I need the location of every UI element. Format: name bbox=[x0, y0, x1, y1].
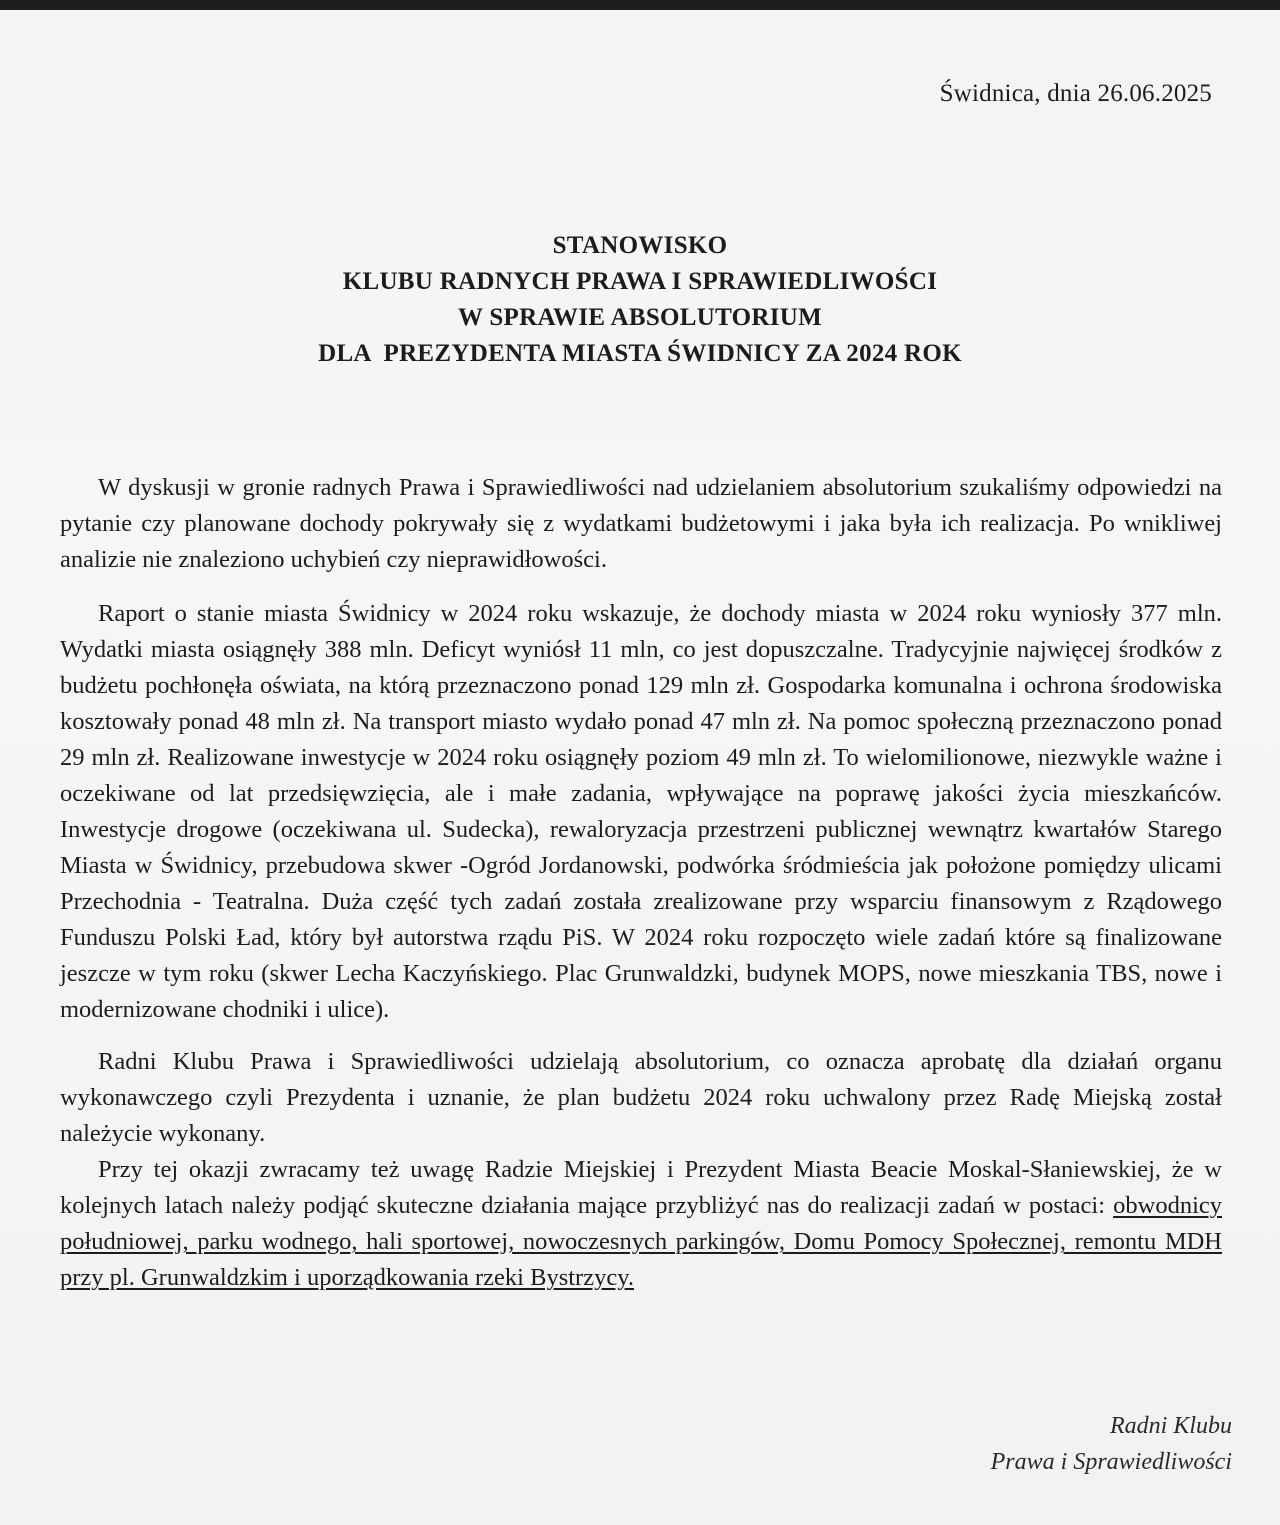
signature-line-1: Radni Klubu bbox=[1109, 1413, 1232, 1439]
title-line-2: KLUBU RADNYCH PRAWA I SPRAWIEDLIWOŚCI bbox=[342, 268, 938, 295]
paragraph-discussion: W dyskusji w gronie radnych Prawa i Sprawiedliwości nad udzielaniem absolutorium szukaliśmy odpowiedzi na pytanie czy planowane dochody pokrywały się z wydatkami budżetowymi i jaka była ich realizacja. Po wnikliwej analizie nie znaleziono uchybień czy nieprawidłowości. bbox=[60, 474, 1222, 573]
signature-block bbox=[991, 1408, 1232, 1480]
paragraph-report: Raport o stanie miasta Świdnicy w 2024 roku wskazuje, że dochody miasta w 2024 roku wyniosły 377 mln. Wydatki miasta osiągnęły 388 mln. Deficyt wyniósł 11 mln, co jest dopuszczalne. Tradycyjnie najwięcej środków z budżetu pochłonęła oświata, na którą przeznaczono ponad 129 mln zł. Gospodarka komunalna i ochrona środowiska kosztowały ponad 48 mln zł. Na transport miasto wydało ponad 47 mln zł. Na pomoc społeczną przeznaczono ponad 29 mln zł. Realizowane inwestycje w 2024 roku osiągnęły poziom 49 mln zł. To wielomilionowe, niezwykle ważne i oczekiwane od lat przedsięwzięcia, ale i małe zadania, wpływające na poprawę jakości życia mieszkańców. Inwestycje drogowe (oczekiwana ul. Sudecka), rewaloryzacja przestrzeni publicznej wewnątrz kwartałów Starego Miasta w Świdnicy, przebudowa skwer -Ogród Jordanowski, podwórka śródmieścia jak położone pomiędzy ulicami Przechodnia - Teatralna. Duża część tych zadań została zrealizowane przy wsparciu finansowym z Rządowego Funduszu Polski Ład, który był autorstwa rządu PiS. W 2024 roku rozpoczęto wiele zadań które są finalizowane jeszcze w tym roku (skwer Lecha Kaczyńskiego. Plac Grunwaldzki, budynek MOPS, nowe mieszkania TBS, nowe i modernizowane chodniki i ulice). bbox=[60, 600, 1222, 1023]
place-date: Świdnica, dnia 26.06.2025 bbox=[939, 80, 1212, 107]
paragraph-absolutorium: Radni Klubu Prawa i Sprawiedliwości udzielają absolutorium, co oznacza aprobatę dla działań organu wykonawczego czyli Prezydenta i uznanie, że plan budżetu 2024 roku uchwalony przez Radę Miejską został należycie wykonany. bbox=[60, 1048, 1222, 1147]
paragraph-future-tasks bbox=[60, 1152, 1222, 1296]
future-tasks-list: obwodnicy południowej, parku wodnego, hali sportowej, nowoczesnych parkingów, Domu Pomocy Społecznej, remontu MDH przy pl. Grunwaldzkim i uporządkowania rzeki Bystrzycy. bbox=[60, 1192, 1222, 1291]
document-title bbox=[0, 228, 1280, 372]
title-line-1: STANOWISKO bbox=[552, 232, 728, 259]
title-line-4: DLA PREZYDENTA MIASTA ŚWIDNICY ZA 2024 ROK bbox=[318, 340, 962, 367]
document-body bbox=[60, 470, 1222, 1296]
title-line-3: W SPRAWIE ABSOLUTORIUM bbox=[457, 304, 823, 331]
future-tasks-intro: Przy tej okazji zwracamy też uwagę Radzie Miejskiej i Prezydent Miasta Beacie Moskal-Słaniewskiej, że w kolejnych latach należy podjąć skuteczne działania mające przybliżyć nas do realizacji zadań w postaci: bbox=[60, 1156, 1222, 1219]
signature-line-2: Prawa i Sprawiedliwości bbox=[990, 1449, 1232, 1475]
document-page bbox=[0, 10, 1280, 1525]
